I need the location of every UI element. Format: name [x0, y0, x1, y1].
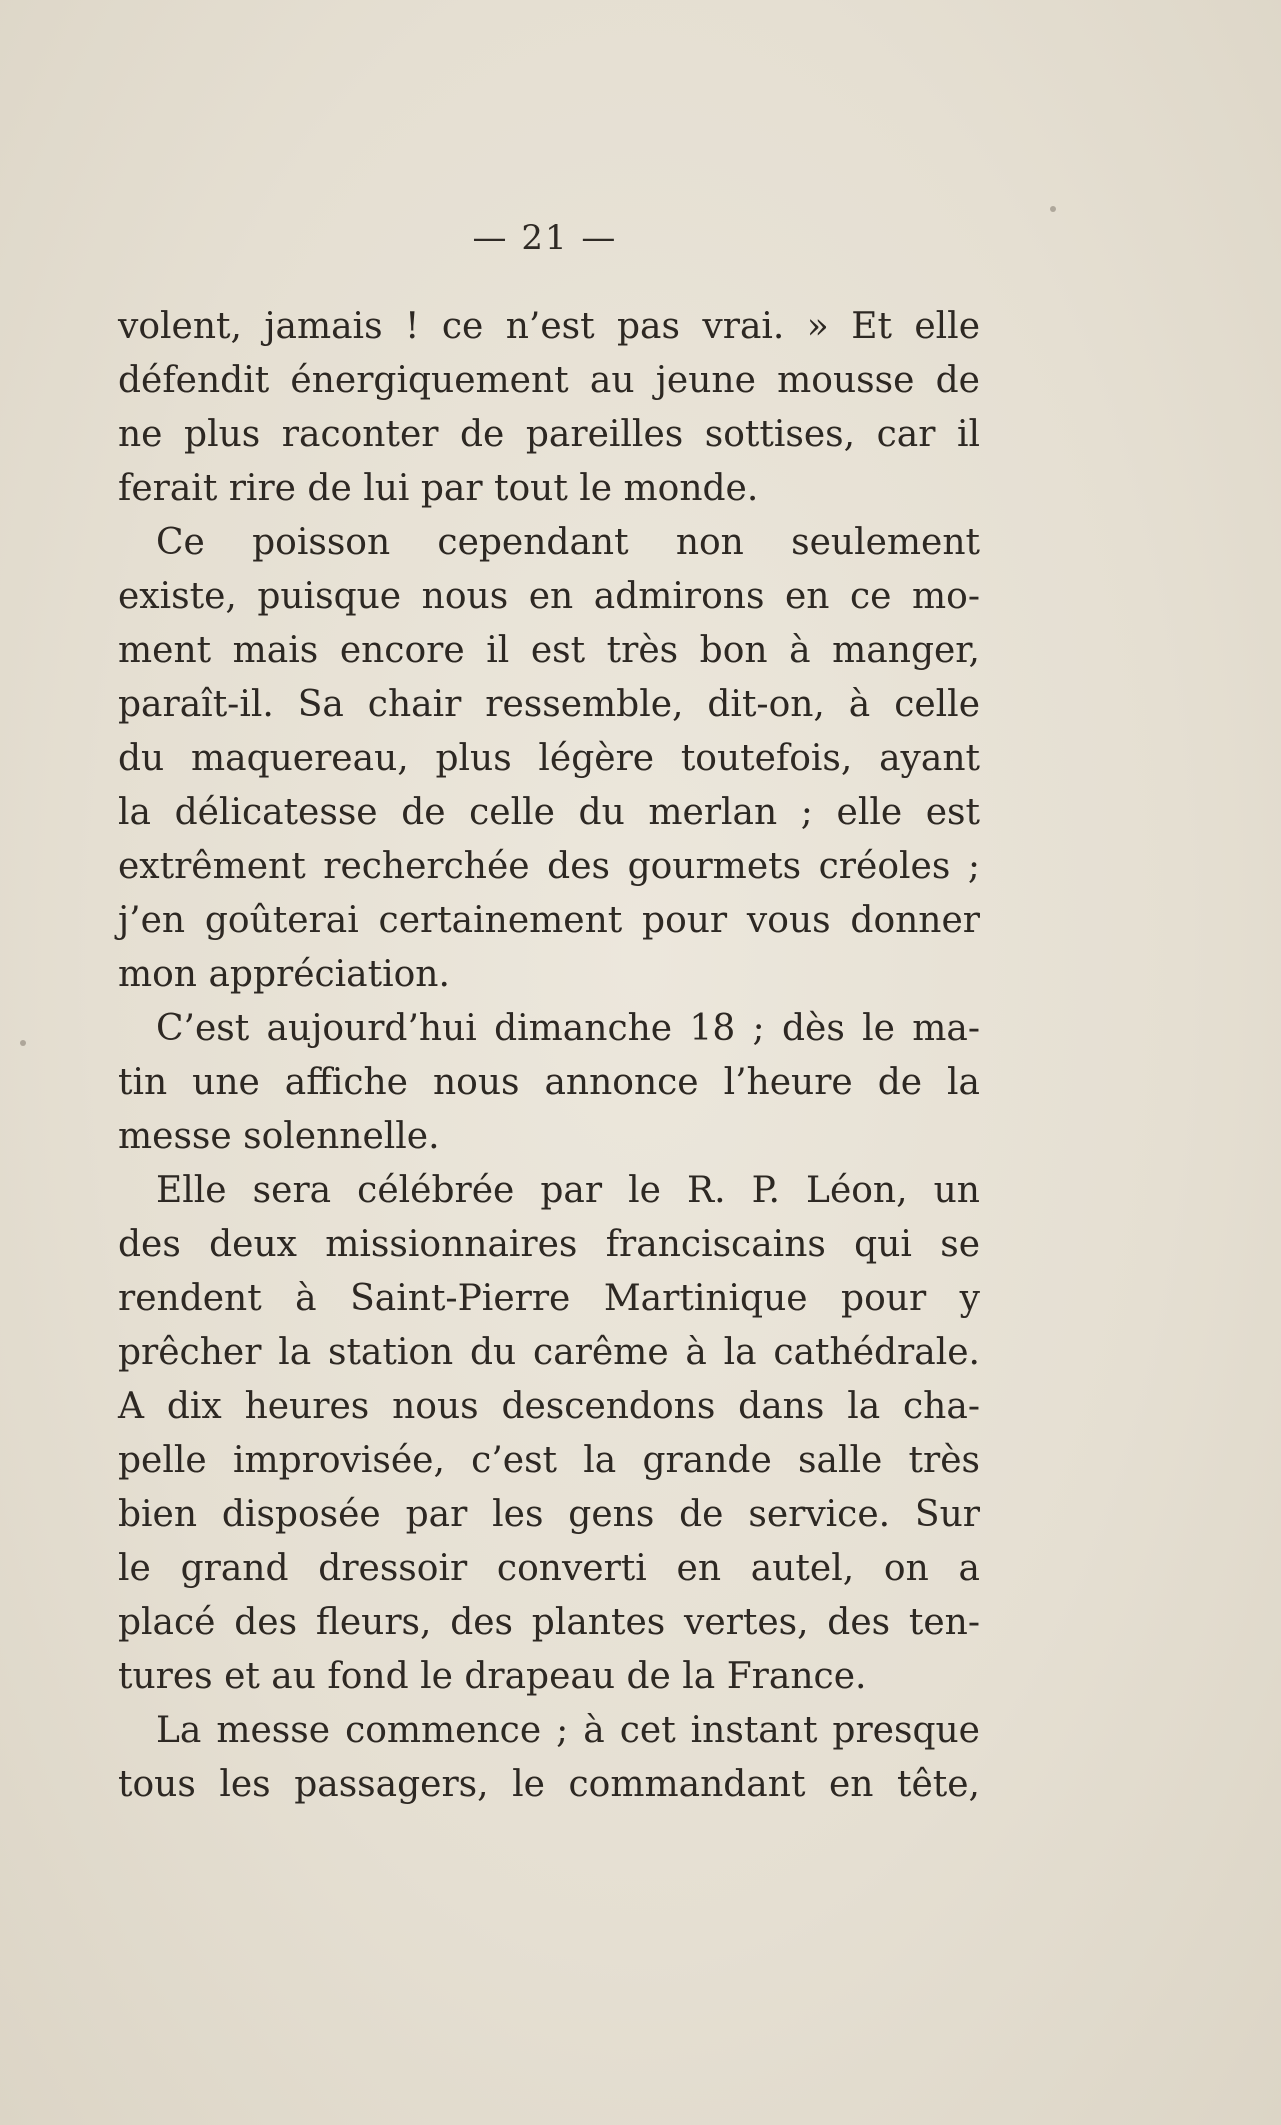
body-text [118, 300, 980, 1812]
text-line: messe solennelle. [118, 1116, 440, 1157]
text-line: ferait rire de lui par tout le monde. [118, 468, 759, 509]
text-line: prêcher la station du carême à la cathédrale. [118, 1332, 980, 1373]
text-line: du maquereau, plus légère toutefois, ayant [118, 738, 980, 779]
text-line: défendit énergiquement au jeune mousse de [118, 360, 980, 401]
text-line: le grand dressoir converti en autel, on a [118, 1548, 980, 1589]
text-line: C’est aujourd’hui dimanche 18 ; dès le ma- [156, 1008, 980, 1049]
text-line: Elle sera célébrée par le R. P. Léon, un [156, 1170, 980, 1211]
text-line: volent, jamais ! ce n’est pas vrai. » Et elle [118, 306, 980, 347]
text-line: pelle improvisée, c’est la grande salle très [118, 1440, 980, 1481]
text-line: j’en goûterai certainement pour vous donner [118, 900, 980, 941]
text-line: placé des fleurs, des plantes vertes, des ten- [118, 1602, 980, 1643]
text-line: tures et au fond le drapeau de la France. [118, 1656, 867, 1697]
text-line: ment mais encore il est très bon à manger, [118, 630, 980, 671]
text-line: bien disposée par les gens de service. Sur [118, 1494, 980, 1535]
text-line: ne plus raconter de pareilles sottises, car il [118, 414, 980, 455]
text-line: mon appréciation. [118, 954, 450, 995]
text-line: tin une affiche nous annonce l’heure de la [118, 1062, 980, 1103]
paper-speck [20, 1040, 26, 1046]
text-line: Ce poisson cependant non seulement [156, 522, 980, 563]
text-line: paraît-il. Sa chair ressemble, dit-on, à celle [118, 684, 980, 725]
text-line: des deux missionnaires franciscains qui se [118, 1224, 980, 1265]
text-line: existe, puisque nous en admirons en ce mo- [118, 576, 980, 617]
text-line: rendent à Saint-Pierre Martinique pour y [118, 1278, 980, 1319]
text-line: tous les passagers, le commandant en tête, [118, 1764, 980, 1805]
text-line: la délicatesse de celle du merlan ; elle est [118, 792, 980, 833]
text-line: extrêment recherchée des gourmets créoles ; [118, 846, 980, 887]
paper-speck [1050, 206, 1056, 212]
text-line: A dix heures nous descendons dans la cha- [118, 1386, 980, 1427]
text-line: La messe commence ; à cet instant presque [156, 1710, 980, 1751]
page-number: — 21 — [472, 218, 618, 258]
